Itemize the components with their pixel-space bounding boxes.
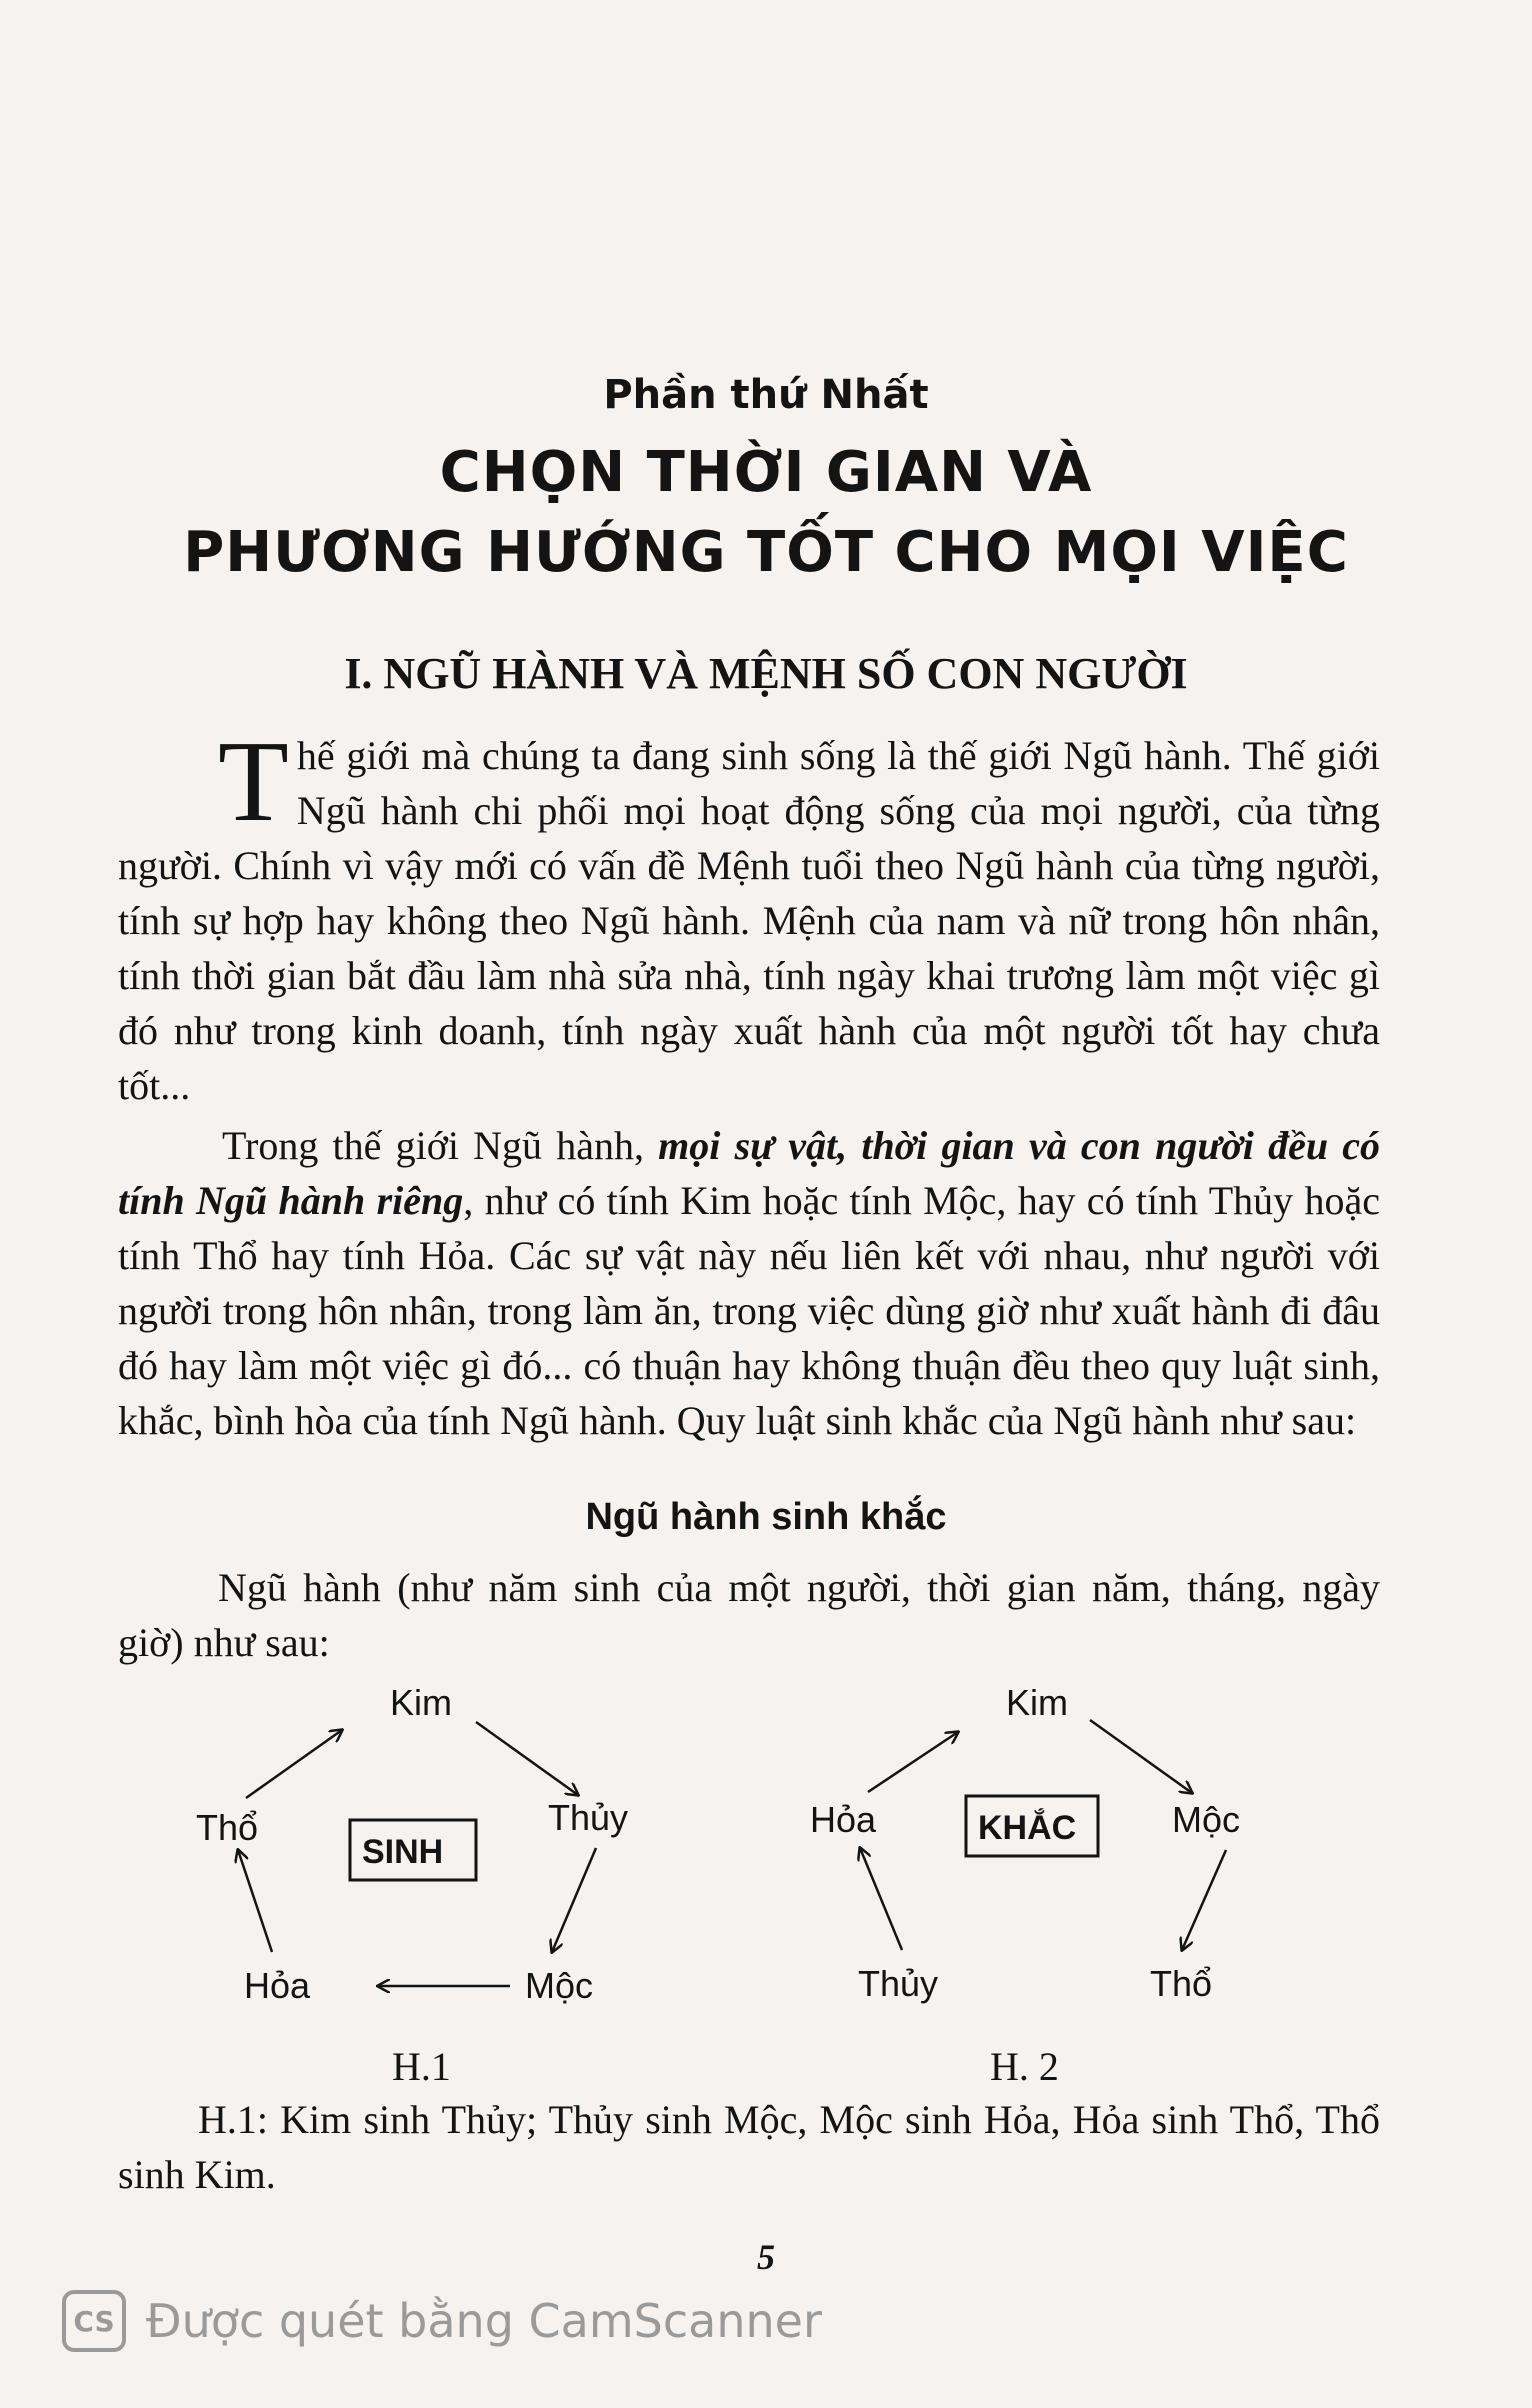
sinh-diagram [196, 1682, 628, 2089]
paragraph-3: Ngũ hành (như năm sinh của một người, thời gian năm, tháng, ngày giờ) như sau: [118, 1565, 1380, 1665]
paragraph-2-emphasis: mọi sự vật, thời gian và con người đều có tính Ngũ hành riêng [118, 1123, 1381, 1223]
main-title-line-1: CHỌN THỜI GIAN VÀ [439, 440, 1093, 505]
paragraph-2 [118, 1118, 1380, 1448]
node-tho-2: Thổ [1150, 1963, 1213, 2004]
camscanner-text: Được quét bằng CamScanner [146, 2294, 822, 2348]
node-moc-1: Mộc [525, 1965, 594, 2006]
camscanner-logo-icon: CS [62, 2290, 126, 2352]
main-title-line-2: PHƯƠNG HƯỚNG TỐT CHO MỌI VIỆC [183, 520, 1349, 585]
five-elements-diagrams [0, 1680, 1532, 2100]
paragraph-1-text: hế giới mà chúng ta đang sinh sống là thế giới Ngũ hành. Thế giới Ngũ hành chi phối mọi hoạt động sống của mọi người, của từng người. Chính vì vậy mới có vấn đề Mệnh tuổi theo Ngũ hành của từng người, tính sự hợp hay không theo Ngũ hành. Mệnh của nam và nữ trong hôn nhân, tính thời gian bắt đầu làm nhà sửa nhà, tính ngày khai trương làm một việc gì đó như trong kinh doanh, tính ngày xuất hành của một người tốt hay chưa tốt... [118, 733, 1380, 1108]
arrow-thuy-moc [552, 1848, 596, 1952]
sinh-label: SINH [362, 1833, 444, 1871]
paragraph-4: H.1: Kim sinh Thủy; Thủy sinh Mộc, Mộc sinh Hỏa, Hỏa sinh Thổ, Thổ sinh Kim. [118, 2097, 1380, 2197]
node-moc-2: Mộc [1172, 1799, 1241, 1840]
page-number: 5 [757, 2237, 775, 2277]
node-kim-1: Kim [390, 1682, 452, 1723]
caption-h1: H.1 [392, 2044, 451, 2089]
node-kim-2: Kim [1006, 1682, 1068, 1723]
drop-cap: T [218, 718, 289, 846]
node-thuy-1: Thủy [548, 1797, 629, 1838]
paragraph-2-rest: , như có tính Kim hoặc tính Mộc, hay có tính Thủy hoặc tính Thổ hay tính Hỏa. Các sự vật này nếu liên kết với nhau, như người với người trong hôn nhân, trong làm ăn, trong việc dùng giờ như xuất hành đi đâu đó hay làm một việc gì đó... có thuận hay không thuận đều theo quy luật sinh, khắc, bình hòa của tính Ngũ hành. Quy luật sinh khắc của Ngũ hành như sau: [118, 1178, 1380, 1443]
node-hoa-2: Hỏa [810, 1799, 877, 1840]
khac-diagram [810, 1682, 1240, 2089]
paragraph-1 [118, 718, 1380, 1113]
node-tho-1: Thổ [196, 1807, 259, 1848]
section-title: I. NGŨ HÀNH VÀ MỆNH SỐ CON NGƯỜI [344, 649, 1188, 698]
khac-label: KHẮC [978, 1809, 1077, 1847]
part-title: Phần thứ Nhất [603, 372, 929, 418]
arrow-moc-tho [1182, 1850, 1226, 1950]
arrow-tho-kim [246, 1730, 342, 1798]
node-hoa-1: Hỏa [244, 1965, 311, 2006]
arrow-kim-moc [1090, 1720, 1192, 1793]
arrow-thuy-hoa [860, 1848, 902, 1950]
camscanner-watermark [62, 2286, 822, 2356]
subheading: Ngũ hành sinh khắc [585, 1496, 947, 1538]
node-thuy-2: Thủy [858, 1963, 939, 2004]
arrow-hoa-tho [238, 1850, 272, 1952]
arrow-kim-thuy [476, 1722, 578, 1795]
caption-h2: H. 2 [990, 2044, 1059, 2089]
arrow-hoa-kim [868, 1732, 958, 1792]
paragraph-2-intro: Trong thế giới Ngũ hành, [222, 1123, 659, 1168]
